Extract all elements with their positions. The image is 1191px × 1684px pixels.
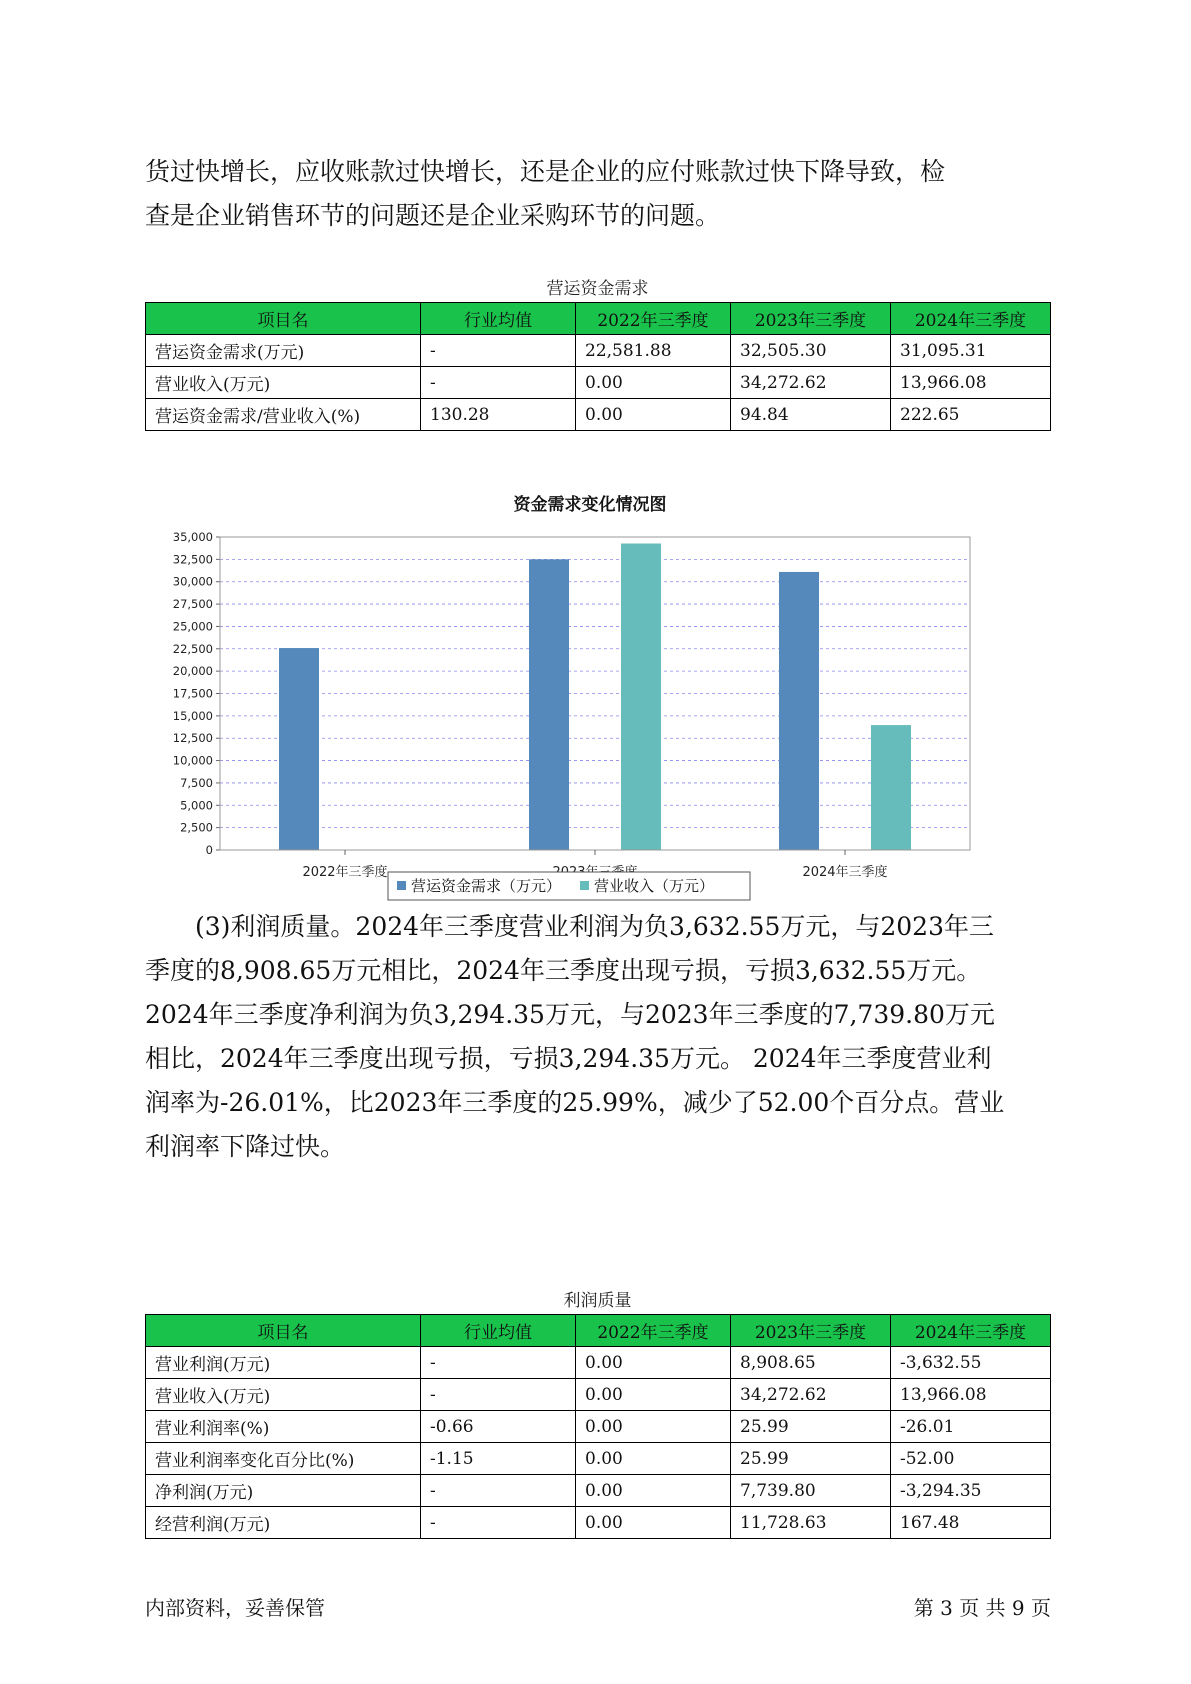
table-cell: - <box>421 1379 576 1411</box>
table-header-row <box>146 303 1051 335</box>
table-cell: - <box>421 335 576 367</box>
working-capital-table <box>145 302 1051 431</box>
bar-working-capital-3 <box>779 572 819 850</box>
table-cell: 净利润(万元) <box>146 1475 421 1507</box>
table-cell: -3,632.55 <box>891 1347 1051 1379</box>
x-tick-label: 2022年三季度 <box>302 865 388 880</box>
header-item: 项目名 <box>146 1315 421 1347</box>
table-row <box>146 1443 1051 1475</box>
profit-line-4: 相比，2024年三季度出现亏损，亏损3,294.35万元。 2024年三季度营业利 <box>145 1044 992 1073</box>
table-cell: 经营利润(万元) <box>146 1507 421 1539</box>
profit-line-2: 季度的8,908.65万元相比，2024年三季度出现亏损，亏损3,632.55万元。 <box>145 956 982 985</box>
y-tick-label: 15,000 <box>172 708 213 723</box>
footer-page-number: 第 3 页 共 9 页 <box>913 1596 1051 1620</box>
table-cell: 营业收入(万元) <box>146 1379 421 1411</box>
table-row <box>146 1411 1051 1443</box>
table-cell: -3,294.35 <box>891 1475 1051 1507</box>
table-cell: 11,728.63 <box>731 1507 891 1539</box>
table-cell: 13,966.08 <box>891 367 1051 399</box>
chart-legend <box>388 872 750 900</box>
y-tick-label: 25,000 <box>172 619 213 634</box>
table-cell: 营运资金需求(万元) <box>146 335 421 367</box>
table-cell: - <box>421 1475 576 1507</box>
y-tick-label: 27,500 <box>172 597 213 612</box>
table-cell: 营业利润率(%) <box>146 1411 421 1443</box>
y-tick-label: 2,500 <box>180 820 213 835</box>
profit-line-3: 2024年三季度净利润为负3,294.35万元，与2023年三季度的7,739.80万元 <box>145 1000 995 1029</box>
table-cell: 营运资金需求/营业收入(%) <box>146 399 421 431</box>
legend-label-series-2: 营业收入（万元） <box>594 877 715 895</box>
table-cell: 0.00 <box>576 1475 731 1507</box>
bar-revenue-3 <box>871 725 911 850</box>
table-cell: 34,272.62 <box>731 367 891 399</box>
y-tick-label: 5,000 <box>180 798 213 813</box>
table-cell: -0.66 <box>421 1411 576 1443</box>
profit-line-5: 润率为-26.01%，比2023年三季度的25.99%，减少了52.00个百分点。营业 <box>145 1088 1005 1117</box>
table-cell: 8,908.65 <box>731 1347 891 1379</box>
chart-bars <box>279 544 911 850</box>
legend-swatch-series-1 <box>397 881 406 890</box>
chart-grid <box>220 537 970 828</box>
table-cell: -52.00 <box>891 1443 1051 1475</box>
y-tick-label: 35,000 <box>172 530 213 544</box>
x-tick-label: 2024年三季度 <box>802 865 888 880</box>
table-row <box>146 367 1051 399</box>
table-cell: -26.01 <box>891 1411 1051 1443</box>
chart-y-axis <box>173 530 220 857</box>
profit-line-1: (3)利润质量。2024年三季度营业利润为负3,632.55万元，与2023年三 <box>195 912 994 941</box>
y-tick-label: 12,500 <box>172 731 213 746</box>
table1-caption: 营运资金需求 <box>546 279 649 299</box>
table-cell: 94.84 <box>731 399 891 431</box>
y-tick-label: 32,500 <box>172 552 213 567</box>
header-2022q3: 2022年三季度 <box>576 303 731 335</box>
footer-confidential: 内部资料，妥善保管 <box>145 1596 325 1620</box>
chart-title: 资金需求变化情况图 <box>513 495 667 515</box>
y-tick-label: 0 <box>205 843 213 857</box>
header-industry-avg: 行业均值 <box>421 1315 576 1347</box>
table-row <box>146 335 1051 367</box>
table-cell: 22,581.88 <box>576 335 731 367</box>
bar-revenue-2 <box>621 544 661 850</box>
header-2022q3: 2022年三季度 <box>576 1315 731 1347</box>
table-cell: 13,966.08 <box>891 1379 1051 1411</box>
table-cell: 222.65 <box>891 399 1051 431</box>
table-header-row <box>146 1315 1051 1347</box>
table-cell: -1.15 <box>421 1443 576 1475</box>
table-cell: 31,095.31 <box>891 335 1051 367</box>
header-2024q3: 2024年三季度 <box>891 303 1051 335</box>
header-2023q3: 2023年三季度 <box>731 1315 891 1347</box>
table-cell: - <box>421 367 576 399</box>
table-cell: 0.00 <box>576 399 731 431</box>
table-cell: 0.00 <box>576 367 731 399</box>
bar-working-capital-2 <box>529 559 569 850</box>
table-row <box>146 1475 1051 1507</box>
bar-working-capital-1 <box>279 648 319 850</box>
y-tick-label: 22,500 <box>172 641 213 656</box>
table-cell: 0.00 <box>576 1347 731 1379</box>
intro-line-1: 货过快增长，应收账款过快增长，还是企业的应付账款过快下降导致，检 <box>145 157 946 186</box>
table-cell: 0.00 <box>576 1379 731 1411</box>
table-cell: 0.00 <box>576 1507 731 1539</box>
header-2023q3: 2023年三季度 <box>731 303 891 335</box>
header-item: 项目名 <box>146 303 421 335</box>
table-cell: 34,272.62 <box>731 1379 891 1411</box>
y-tick-label: 20,000 <box>172 664 213 679</box>
table-row <box>146 399 1051 431</box>
table-row <box>146 1347 1051 1379</box>
table-row <box>146 1379 1051 1411</box>
header-industry-avg: 行业均值 <box>421 303 576 335</box>
table-cell: 7,739.80 <box>731 1475 891 1507</box>
y-tick-label: 17,500 <box>172 686 213 701</box>
y-tick-label: 7,500 <box>180 775 213 790</box>
profit-paragraph <box>145 905 1055 1169</box>
profit-line-6: 利润率下降过快。 <box>145 1132 346 1161</box>
table2-caption: 利润质量 <box>563 1291 632 1311</box>
table-cell: 0.00 <box>576 1443 731 1475</box>
table-cell: 167.48 <box>891 1507 1051 1539</box>
intro-paragraph <box>145 150 1055 238</box>
y-tick-label: 30,000 <box>172 574 213 589</box>
table-cell: 25.99 <box>731 1443 891 1475</box>
table-cell: 25.99 <box>731 1411 891 1443</box>
table-cell: - <box>421 1347 576 1379</box>
table-row <box>146 1507 1051 1539</box>
intro-line-2: 查是企业销售环节的问题还是企业采购环节的问题。 <box>145 201 721 230</box>
table-cell: 130.28 <box>421 399 576 431</box>
legend-label-series-1: 营运资金需求（万元） <box>411 877 562 895</box>
legend-swatch-series-2 <box>580 881 589 890</box>
table-cell: 营业利润(万元) <box>146 1347 421 1379</box>
capital-demand-chart <box>160 485 1030 930</box>
table-cell: 营业利润率变化百分比(%) <box>146 1443 421 1475</box>
table-cell: 0.00 <box>576 1411 731 1443</box>
table-cell: 32,505.30 <box>731 335 891 367</box>
table-cell: 营业收入(万元) <box>146 367 421 399</box>
y-tick-label: 10,000 <box>172 753 213 768</box>
header-2024q3: 2024年三季度 <box>891 1315 1051 1347</box>
profit-quality-table <box>145 1314 1051 1539</box>
table-cell: - <box>421 1507 576 1539</box>
